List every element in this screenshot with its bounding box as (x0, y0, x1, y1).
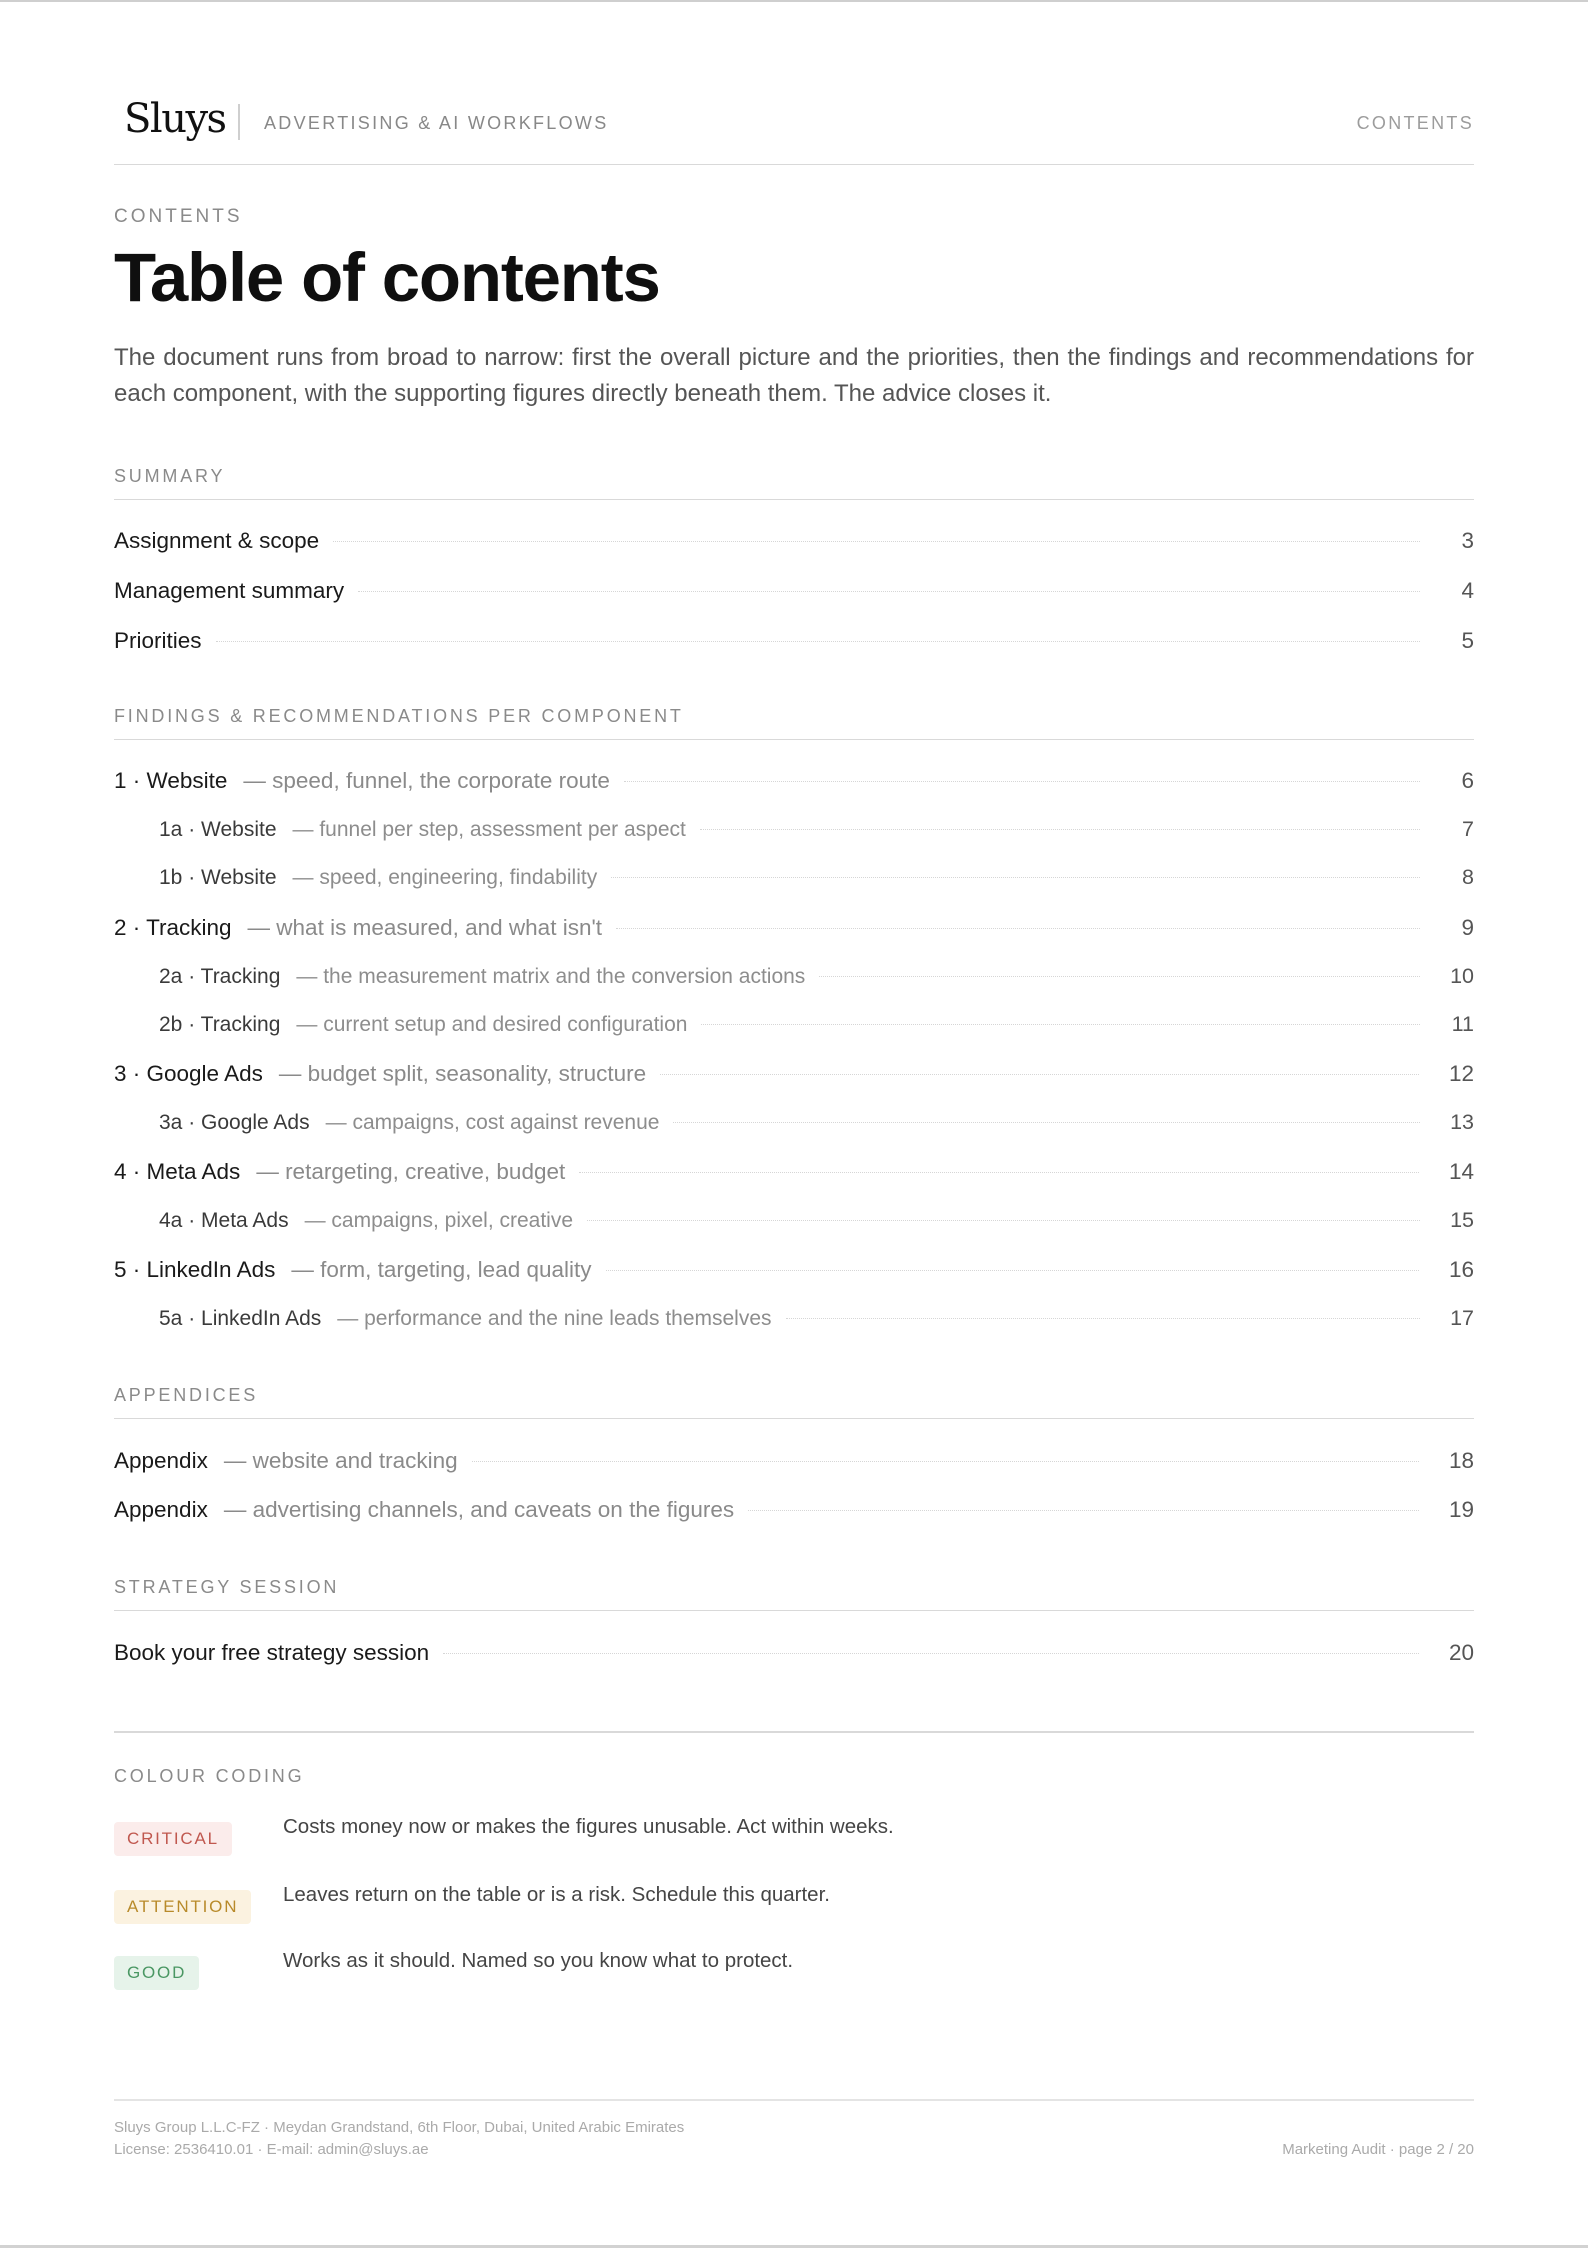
header-tagline: ADVERTISING & AI WORKFLOWS (264, 113, 609, 133)
page-header (114, 96, 1474, 165)
dot-leader (660, 1074, 1419, 1075)
toc-page-number: 11 (1451, 1012, 1474, 1036)
section-label-appendices: APPENDICES (114, 1385, 1474, 1419)
toc-page-number: 18 (1448, 1448, 1474, 1473)
dot-leader (624, 781, 1420, 782)
dot-leader (216, 641, 1420, 642)
toc-page-number: 7 (1462, 817, 1474, 841)
toc-entry-description: — funnel per step, assessment per aspect (292, 818, 686, 841)
toc-entry-description: — current setup and desired configuration (296, 1013, 688, 1036)
toc-page-number: 19 (1448, 1497, 1474, 1522)
toc-page-number: 14 (1448, 1159, 1474, 1184)
toc-subentry[interactable] (159, 817, 1474, 842)
legend-description-attention: Leaves return on the table or is a risk. Schedule this quarter. (283, 1883, 830, 1906)
toc-entry-description: — speed, engineering, findability (292, 866, 598, 889)
footer-page-info: Marketing Audit · page 2 / 20 (1282, 2141, 1474, 2158)
toc-subentry[interactable] (159, 865, 1474, 890)
toc-subentry[interactable] (159, 1306, 1474, 1331)
dot-leader (616, 928, 1420, 929)
section-label-summary: SUMMARY (114, 466, 1474, 500)
dot-leader (611, 877, 1420, 878)
toc-entry-title: 2b · Tracking (159, 1013, 281, 1036)
toc-entry-description: — campaigns, pixel, creative (304, 1209, 574, 1232)
legend-description-critical: Costs money now or makes the figures unusable. Act within weeks. (283, 1815, 894, 1838)
toc-entry-title: 3 · Google Ads (114, 1061, 263, 1086)
toc-entry-description: — what is measured, and what isn't (247, 915, 603, 940)
toc-entry[interactable] (114, 768, 1474, 794)
toc-entry-title: 1b · Website (159, 866, 277, 889)
footer-license-email: License: 2536410.01 · E-mail: admin@sluys.ae (114, 2141, 429, 2158)
legend-description-good: Works as it should. Named so you know what to protect. (283, 1949, 794, 1972)
toc-entry[interactable] (114, 915, 1474, 941)
badge-good: GOOD (114, 1956, 199, 1990)
toc-page-number: 12 (1448, 1061, 1474, 1086)
dot-leader (701, 1024, 1420, 1025)
toc-entry-title: 2a · Tracking (159, 965, 281, 988)
toc-entry[interactable] (114, 1061, 1474, 1087)
colour-coding-divider (114, 1731, 1474, 1733)
toc-entry-title: Appendix (114, 1497, 208, 1522)
toc-entry-description: — form, targeting, lead quality (291, 1257, 592, 1282)
dot-leader (333, 541, 1420, 542)
toc-entry[interactable] (114, 628, 1474, 654)
toc-entry-title: 3a · Google Ads (159, 1111, 310, 1134)
toc-page-number: 9 (1461, 915, 1474, 940)
toc-entry[interactable] (114, 1159, 1474, 1185)
toc-entry-title: 1a · Website (159, 818, 277, 841)
toc-entry-description: — advertising channels, and caveats on the figures (223, 1497, 735, 1522)
toc-page-number: 10 (1450, 964, 1474, 988)
toc-entry[interactable] (114, 1257, 1474, 1283)
toc-page-number: 15 (1450, 1208, 1474, 1232)
header-section-name: CONTENTS (1356, 113, 1474, 133)
toc-page-number: 16 (1448, 1257, 1474, 1282)
toc-page-number: 6 (1461, 768, 1474, 793)
dot-leader (819, 976, 1420, 977)
toc-page-number: 17 (1450, 1306, 1474, 1330)
toc-entry-description: — website and tracking (223, 1448, 458, 1473)
toc-entry[interactable] (114, 1448, 1474, 1474)
page-title: Table of contents (114, 239, 660, 316)
badge-critical: CRITICAL (114, 1822, 232, 1856)
toc-page-number: 4 (1461, 578, 1474, 603)
toc-entry-title: Appendix (114, 1448, 208, 1473)
toc-entry-title: Assignment & scope (114, 528, 320, 553)
toc-entry-title: 5a · LinkedIn Ads (159, 1307, 322, 1330)
toc-entry-title: 5 · LinkedIn Ads (114, 1257, 276, 1282)
toc-page-number: 5 (1461, 628, 1474, 653)
toc-subentry[interactable] (159, 1012, 1474, 1037)
dot-leader (587, 1220, 1420, 1221)
footer-company-address: Sluys Group L.L.C-FZ · Meydan Grandstand, 6th Floor, Dubai, United Arabic Emirates (114, 2119, 685, 2136)
toc-entry[interactable] (114, 528, 1474, 554)
dot-leader (700, 829, 1420, 830)
top-border (0, 0, 1588, 2)
dot-leader (472, 1461, 1419, 1462)
eyebrow-label: CONTENTS (114, 206, 243, 227)
toc-entry-description: — speed, funnel, the corporate route (243, 768, 610, 793)
toc-entry[interactable] (114, 1497, 1474, 1523)
toc-page-number: 20 (1448, 1640, 1474, 1665)
toc-entry-title: 4a · Meta Ads (159, 1209, 289, 1232)
badge-attention: ATTENTION (114, 1890, 251, 1924)
toc-entry-description: — the measurement matrix and the conversion actions (296, 965, 806, 988)
toc-entry-title: Priorities (114, 628, 202, 653)
dot-leader (443, 1653, 1419, 1654)
colour-coding-label: COLOUR CODING (114, 1766, 305, 1786)
dot-leader (579, 1172, 1419, 1173)
toc-entry-description: — retargeting, creative, budget (256, 1159, 566, 1184)
toc-entry-description: — budget split, seasonality, structure (278, 1061, 647, 1086)
toc-entry-title: Book your free strategy session (114, 1640, 430, 1665)
section-label-strategy: STRATEGY SESSION (114, 1577, 1474, 1611)
dot-leader (358, 591, 1420, 592)
dot-leader (606, 1270, 1419, 1271)
toc-entry-title: 4 · Meta Ads (114, 1159, 241, 1184)
toc-entry-description: — performance and the nine leads themselves (337, 1307, 772, 1330)
toc-entry[interactable] (114, 1640, 1474, 1666)
toc-subentry[interactable] (159, 964, 1474, 989)
toc-entry-title: 1 · Website (114, 768, 228, 793)
intro-paragraph: The document runs from broad to narrow: first the overall picture and the priorities, then the findings and recommendations for each component, with the supporting figures directly beneath them. The advice closes it. (114, 344, 1474, 407)
toc-entry-title: 2 · Tracking (114, 915, 232, 940)
toc-subentry[interactable] (159, 1208, 1474, 1233)
toc-entry-description: — campaigns, cost against revenue (325, 1111, 660, 1134)
toc-page-number: 8 (1462, 865, 1474, 889)
toc-entry[interactable] (114, 578, 1474, 604)
footer-divider (114, 2099, 1474, 2101)
toc-page-number: 3 (1461, 528, 1474, 553)
toc-page-number: 13 (1450, 1110, 1474, 1134)
dot-leader (748, 1510, 1419, 1511)
brand-logo: Sluys (124, 96, 226, 142)
dot-leader (673, 1122, 1420, 1123)
toc-entry-title: Management summary (114, 578, 345, 603)
toc-subentry[interactable] (159, 1110, 1474, 1135)
dot-leader (786, 1318, 1420, 1319)
section-label-findings: FINDINGS & RECOMMENDATIONS PER COMPONENT (114, 706, 1474, 740)
header-divider (238, 104, 240, 140)
